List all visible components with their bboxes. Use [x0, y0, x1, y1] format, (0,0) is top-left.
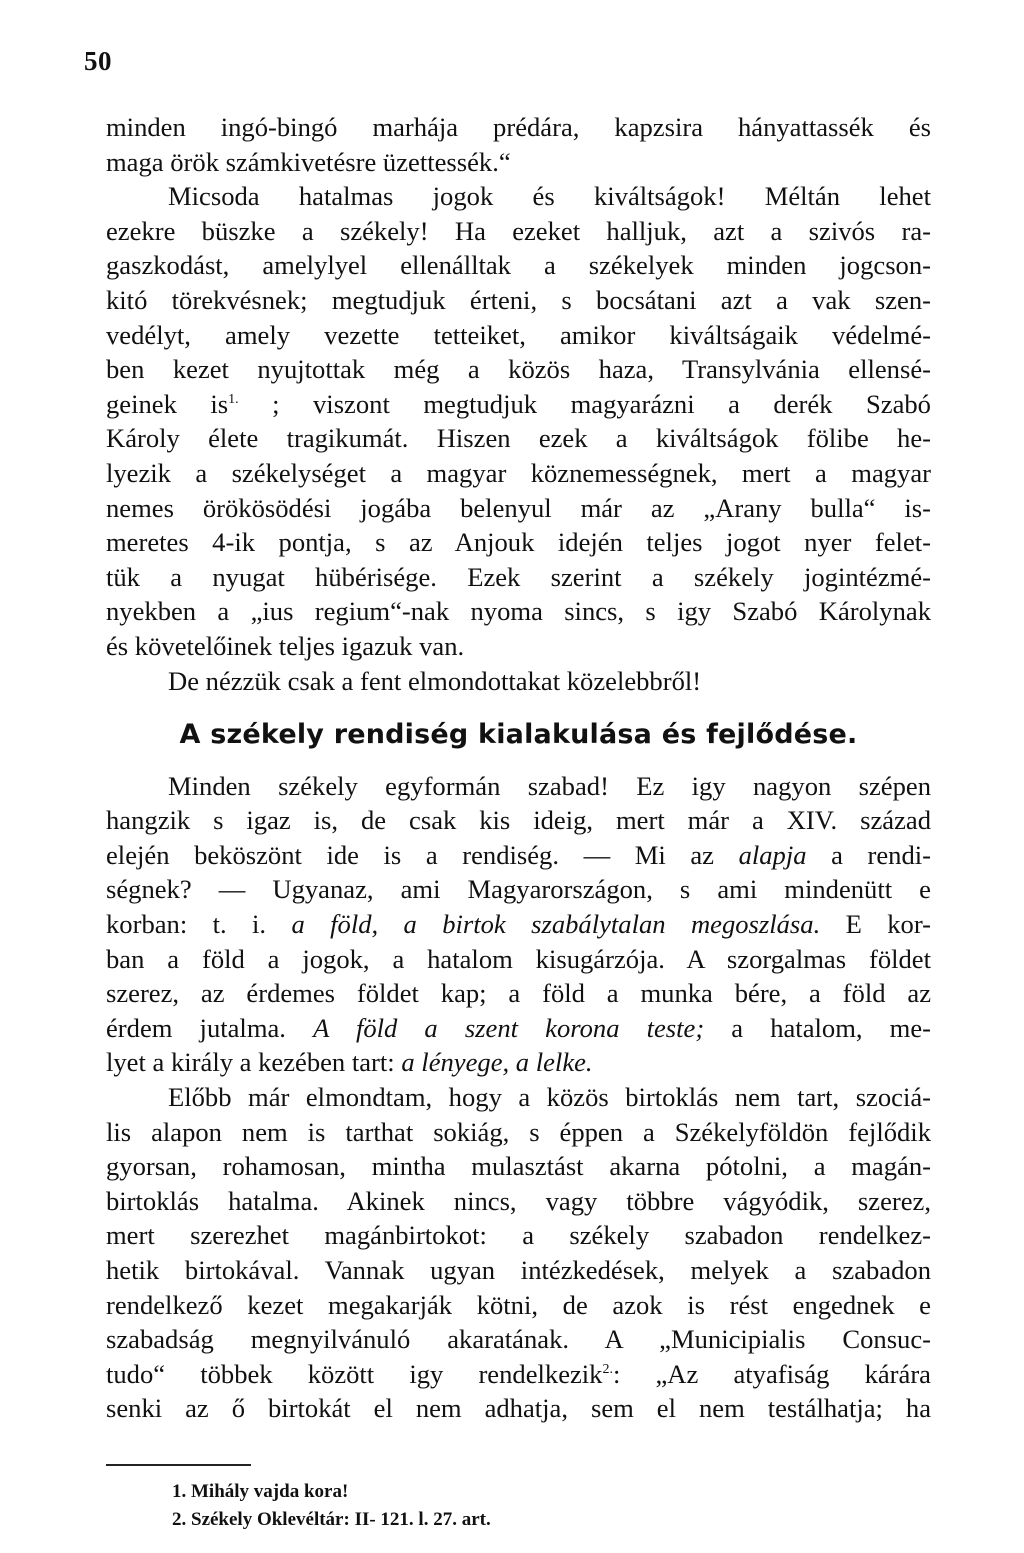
text-line: De nézzük csak a fent elmondottakat közelebbről!	[168, 665, 702, 696]
text-line	[106, 1357, 931, 1392]
italic-phrase: alapja	[738, 839, 807, 870]
footnotes	[172, 1478, 491, 1534]
text-line: tük a nyugat hübérisége. Ezek szerint a székely jogintézmé-	[106, 561, 931, 592]
footnote-mark: 1.	[228, 391, 239, 407]
text-line: Károly élete tragikumát. Hiszen ezek a kiváltságok fölibe he-	[106, 423, 931, 454]
text-line: vedélyt, amely vezette tetteiket, amikor kiváltságaik védelmé-	[106, 319, 931, 350]
text-line: ben kezet nyujtottak még a közös haza, Transylvánia ellensé-	[106, 354, 931, 385]
text-line	[106, 1045, 931, 1080]
text-line: és követelőinek teljes igazuk van.	[106, 630, 465, 661]
text-line: lyezik a székelységet a magyar köznemességnek, mert a magyar	[106, 457, 931, 488]
text-line: meretes 4-ik pontja, s az Anjouk idején teljes jogot nyer felet-	[106, 527, 931, 558]
text-line: hetik birtokával. Vannak ugyan intézkedések, melyek a szabadon	[106, 1255, 931, 1285]
text-line: maga örök számkivetésre üzettessék.“	[106, 146, 511, 177]
italic-phrase: a lényege, a lelke.	[401, 1047, 593, 1078]
text-line: senki az ő birtokát el nem adhatja, sem el nem testálhatja; ha	[106, 1393, 931, 1424]
text-segment: korban: t. i.	[106, 909, 267, 940]
text-segment: ; viszont megtudjuk magyarázni a derék Szabó	[272, 388, 931, 419]
page-number: 50	[84, 46, 112, 76]
text-line: ezekre büszke a székely! Ha ezeket halljuk, azt a szivós ra-	[106, 215, 931, 246]
text-line: minden ingó-bingó marhája prédára, kapzsira hányattassék és	[106, 112, 931, 142]
text-line: kitó törekvésnek; megtudjuk érteni, s bocsátani azt a vak szen-	[106, 284, 931, 315]
text-segment: lyet a király a kezében tart:	[106, 1047, 395, 1078]
text-line: birtoklás hatalma. Akinek nincs, vagy többre vágyódik, szerez,	[106, 1185, 931, 1216]
text-line: ban a föld a jogok, a hatalom kisugárzója. A szorgalmas földet	[106, 943, 931, 974]
text-line	[106, 907, 931, 942]
text-line: mert szerezhet magánbirtokot: a székely szabadon rendelkez-	[106, 1220, 931, 1251]
page-body	[106, 110, 931, 1426]
section-title: A székely rendiség kialakulása és fejlődése.	[179, 719, 858, 751]
text-line: Micsoda hatalmas jogok és kiváltságok! Méltán lehet	[168, 181, 931, 212]
italic-phrase: A föld a szent korona teste;	[313, 1012, 705, 1043]
footnote-divider	[106, 1464, 251, 1466]
text-line: gyorsan, rohamosan, mintha mulasztást akarna pótolni, a magán-	[106, 1151, 931, 1182]
text-line: nyekben a „ius regium“-nak nyoma sincs, s igy Szabó Károlynak	[106, 596, 931, 627]
footnote: 1. Mihály vajda kora!	[172, 1481, 349, 1502]
text-line	[106, 838, 931, 873]
text-segment: E kor-	[845, 909, 932, 940]
text-line: ségnek? — Ugyanaz, ami Magyarországon, s ami mindenütt e	[106, 874, 931, 905]
text-line: Minden székely egyformán szabad! Ez igy nagyon szépen	[168, 770, 931, 801]
text-segment: tudo“ többek között igy rendelkezik	[106, 1358, 603, 1389]
text-line	[106, 1011, 931, 1046]
text-line: rendelkező kezet megakarják kötni, de azok is rést engednek e	[106, 1289, 931, 1320]
text-segment: a hatalom, me-	[731, 1012, 931, 1043]
text-segment: a rendi-	[831, 839, 932, 870]
text-line: nemes örökösödési jogába belenyul már az „Arany bulla“ is-	[106, 492, 931, 523]
text-line: gaszkodást, amelylyel ellenálltak a székelyek minden jogcson-	[106, 250, 931, 281]
text-line: Előbb már elmondtam, hogy a közös birtoklás nem tart, szociá-	[168, 1082, 931, 1113]
italic-phrase: a föld, a birtok szabálytalan megoszlása.	[291, 909, 821, 940]
text-line: hangzik s igaz is, de csak kis ideig, mert már a XIV. század	[106, 805, 931, 836]
text-line: szerez, az érdemes földet kap; a föld a munka bére, a föld az	[106, 978, 931, 1009]
text-segment: elején beköszönt ide is a rendiség. — Mi az	[106, 839, 714, 870]
text-line: szabadság megnyilvánuló akaratának. A „Municipialis Consuc-	[106, 1324, 931, 1355]
text-line	[106, 387, 931, 422]
footnote: 2. Székely Oklevéltár: II- 121. l. 27. art.	[172, 1509, 491, 1530]
text-segment: : „Az atyafiság kárára	[612, 1358, 931, 1389]
text-segment: geinek is	[106, 388, 229, 419]
text-line: lis alapon nem is tarthat sokiág, s éppen a Székelyföldön fejlődik	[106, 1116, 931, 1147]
footnote-mark: 2.	[602, 1361, 613, 1377]
text-segment: érdem jutalma.	[106, 1012, 286, 1043]
